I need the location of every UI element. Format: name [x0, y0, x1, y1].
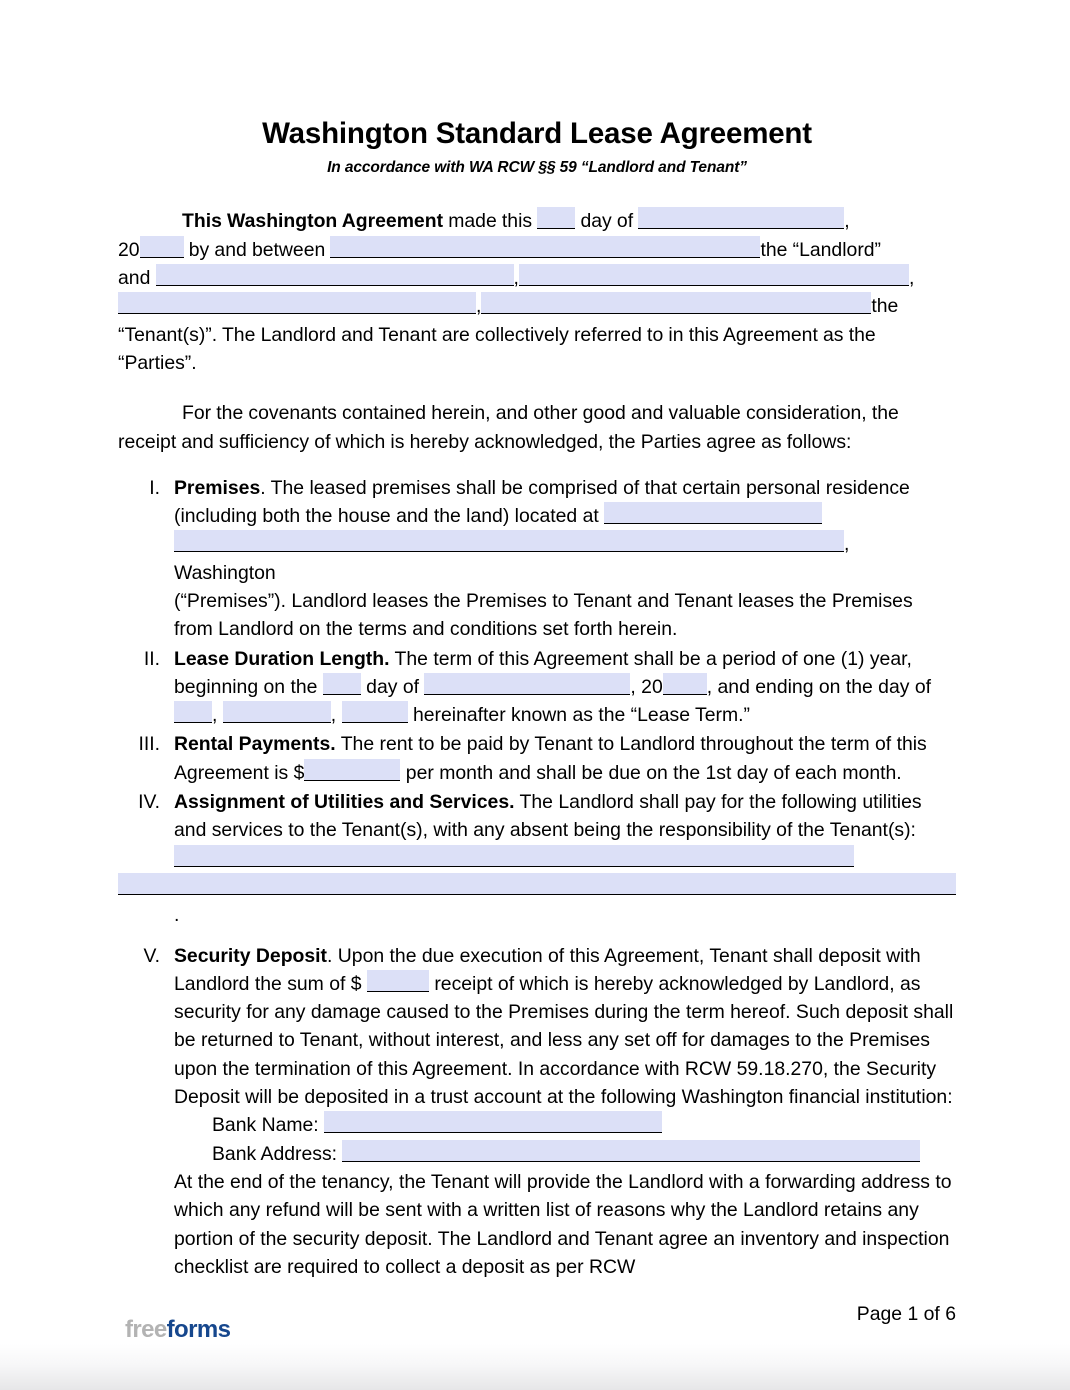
intro-text-10: , [476, 295, 482, 318]
intro-lead-bold: This Washington Agreement [182, 210, 444, 233]
deposit-amount-blank[interactable] [367, 970, 429, 992]
utilities-blank-2[interactable] [118, 873, 956, 895]
deposit-text-1: . Upon the due execution of this Agreement, Tenant shall deposit with Landlord the sum of $ [174, 944, 921, 995]
end-year-blank[interactable] [342, 701, 408, 723]
duration-text-7: hereinafter known as the “Lease Term.” [407, 704, 750, 727]
deposit-text-2: receipt of which is hereby acknowledged by Landlord, as security for any damage caused to the Premises during the term hereof. Such deposit shall be returned to Tenant, without interest, and less any set off for damages to the Premises upon the termination of this Agreement. In accordance with RCW 59.18.270, the Security Deposit will be deposited in a trust account at the following Washington financial institution: [174, 972, 954, 1109]
section-body [174, 474, 956, 644]
rent-text-2: per month and shall be due on the 1st day of each month. [400, 761, 902, 784]
month-blank[interactable] [638, 207, 844, 229]
section-utilities [118, 788, 956, 929]
section-lease-duration [118, 645, 956, 730]
page-number: Page 1 of 6 [856, 1302, 956, 1325]
intro-text-1: made this [443, 210, 538, 233]
bank-name-row [174, 1111, 956, 1139]
logo-text-free: free [125, 1316, 167, 1343]
intro-text-3: , [844, 210, 850, 233]
start-day-blank[interactable] [323, 673, 361, 695]
duration-text-5: , [212, 704, 223, 727]
section-body [174, 788, 956, 929]
section-premises [118, 474, 956, 644]
bank-address-row [174, 1140, 956, 1168]
intro-the-label: the [871, 295, 899, 318]
section-body [174, 730, 956, 787]
intro-text-2: day of [575, 210, 639, 233]
intro-year-prefix: 20 [118, 238, 140, 261]
start-month-blank[interactable] [424, 673, 630, 695]
premises-address-blank-1[interactable] [604, 502, 822, 524]
section-heading: Premises [174, 476, 261, 499]
tenant-1-blank[interactable] [156, 264, 514, 286]
section-body [174, 942, 956, 1282]
section-number: V. [143, 944, 160, 967]
section-number: I. [149, 476, 160, 499]
section-body [174, 645, 956, 730]
section-number: II. [143, 647, 160, 670]
tenant-3-blank[interactable] [118, 292, 476, 314]
tenant-2-blank[interactable] [519, 264, 909, 286]
duration-text-2: day of [360, 675, 425, 698]
page-title: Washington Standard Lease Agreement [262, 117, 812, 150]
bank-name-label: Bank Name: [212, 1114, 325, 1137]
premises-state-label: , Washington [174, 533, 850, 584]
landlord-name-blank[interactable] [330, 236, 760, 258]
section-security-deposit [118, 942, 956, 1282]
section-heading: Security Deposit [174, 944, 328, 967]
page-edge-shadow [0, 1344, 1070, 1390]
page-subtitle: In accordance with WA RCW §§ 59 “Landlord and Tenant” [327, 159, 747, 177]
deposit-closing-text: At the end of the tenancy, the Tenant will provide the Landlord with a forwarding address to which any refund will be sent with a written list of reasons why the Landlord retains any portion of the security deposit. The Landlord and Tenant agree an inventory and inspection checklist are required to collect a deposit as per RCW [174, 1170, 952, 1278]
section-rental-payments [118, 730, 956, 787]
intro-text-9: , [908, 267, 915, 290]
duration-text-3: , 20 [630, 675, 663, 698]
utilities-text-1: The Landlord shall pay for the following utilities and services to the Tenant(s), with any absent being the responsibility of the Tenant(s): [174, 791, 922, 842]
section-heading: Rental Payments. [174, 733, 336, 756]
day-blank[interactable] [537, 207, 575, 229]
section-heading: Lease Duration Length. [174, 647, 390, 670]
duration-text-4: , and ending on the day of [706, 675, 932, 698]
premises-text-3: (“Premises”). Landlord leases the Premises to Tenant and Tenant leases the Premises from Landlord on the terms and conditions set forth herein. [174, 590, 913, 641]
section-number: IV. [138, 791, 160, 814]
rent-amount-blank[interactable] [304, 759, 400, 781]
intro-tenant-definition: “Tenant(s)”. The Landlord and Tenant are collectively referred to in this Agreement as the “Parties”. [118, 323, 876, 374]
tenant-4-blank[interactable] [481, 292, 871, 314]
section-heading: Assignment of Utilities and Services. [174, 791, 515, 814]
intro-landlord-label: the “Landlord” [760, 238, 882, 261]
premises-address-blank-2[interactable] [174, 530, 844, 552]
section-number: III. [138, 733, 160, 756]
end-month-blank[interactable] [223, 701, 331, 723]
page-footer [118, 1302, 956, 1342]
year-blank[interactable] [140, 236, 184, 258]
rent-text-1: The rent to be paid by Tenant to Landlord throughout the term of this Agreement is $ [174, 733, 927, 784]
logo-text-forms: forms [166, 1316, 231, 1343]
premises-text-1: . The leased premises shall be comprised of that certain personal residence (including both the house and the land) located at [174, 476, 910, 528]
bank-address-blank[interactable] [342, 1140, 920, 1162]
document-content [118, 118, 956, 1281]
intro-text-5: by and between [183, 238, 331, 261]
duration-text-6: , [330, 704, 342, 727]
covenants-paragraph [118, 399, 956, 456]
covenants-text: For the covenants contained herein, and other good and valuable consideration, the receipt and sufficiency of which is hereby acknowledged, the Parties agree as follows: [118, 402, 899, 453]
freeforms-logo [125, 1318, 230, 1342]
intro-text-7: and [118, 267, 156, 290]
utilities-text-2: . [174, 904, 180, 927]
bank-name-blank[interactable] [324, 1111, 662, 1133]
bank-address-label: Bank Address: [212, 1142, 343, 1165]
intro-paragraph [118, 207, 956, 377]
end-day-blank[interactable] [174, 701, 212, 723]
duration-text-1: The term of this Agreement shall be a period of one (1) year, beginning on the [174, 647, 912, 698]
start-year-blank[interactable] [663, 673, 707, 695]
utilities-blank-1[interactable] [174, 845, 854, 867]
intro-text-8: , [513, 267, 519, 290]
